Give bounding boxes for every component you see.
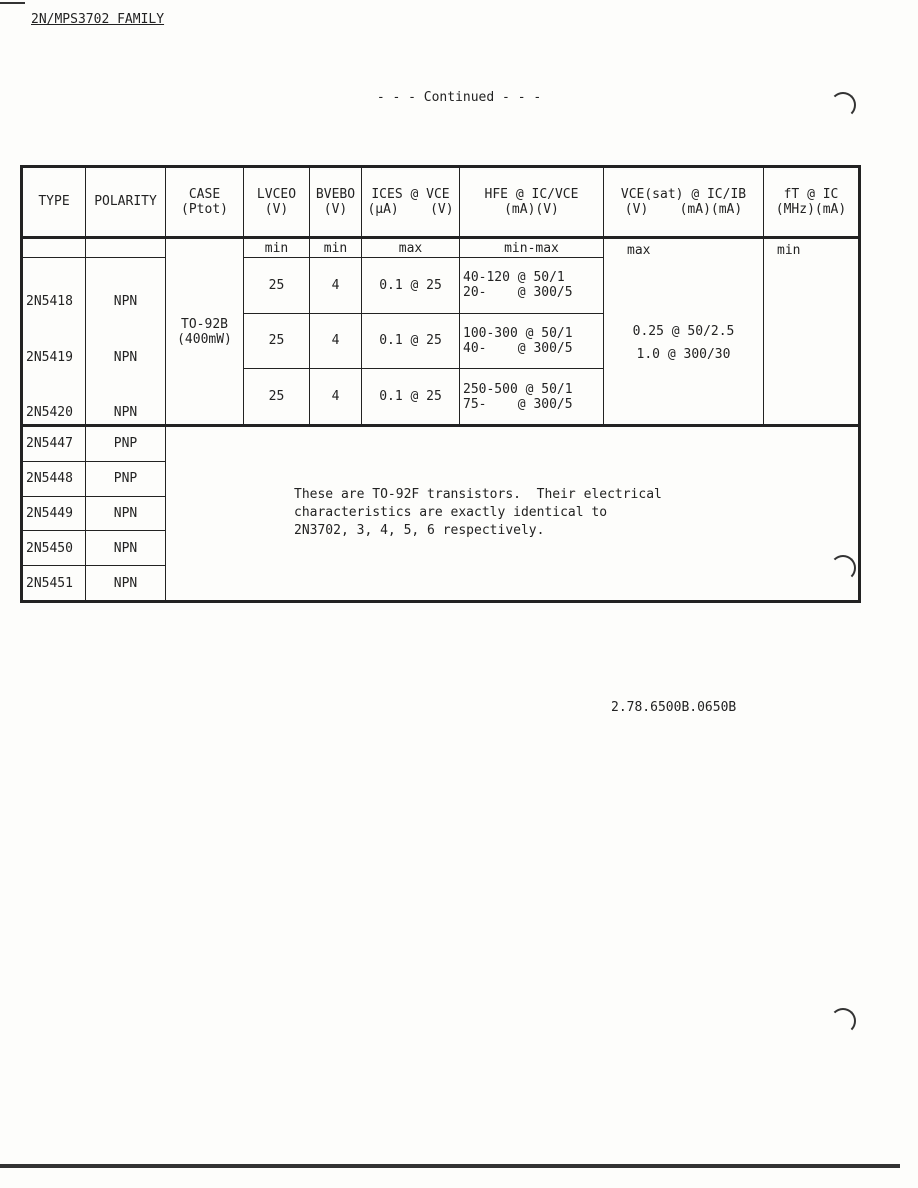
- polarity-cell: NPN: [86, 531, 166, 566]
- col-ft: fT @ IC (MHz)(mA): [764, 167, 860, 238]
- polarity-cell: NPN: [86, 258, 166, 314]
- polarity-cell: PNP: [86, 425, 166, 461]
- case-power: (400mW): [177, 332, 232, 348]
- bvebo-cell: 4: [310, 313, 362, 368]
- polarity-cell: NPN: [86, 313, 166, 368]
- type-cell: 2N5450: [22, 531, 86, 566]
- hfe-line-1: 100-300 @ 50/1: [463, 325, 573, 341]
- case-value: TO-92B: [181, 317, 228, 333]
- polarity-cell: NPN: [86, 566, 166, 602]
- lvceo-cell: 25: [244, 313, 310, 368]
- type-cell: 2N5448: [22, 461, 86, 496]
- note-line: characteristics are exactly identical to: [294, 505, 608, 521]
- type-cell: 2N5420: [22, 369, 86, 426]
- table-row: [22, 425, 860, 461]
- lvceo-unit: min: [244, 237, 310, 257]
- ices-cell: 0.1 @ 25: [362, 369, 460, 426]
- vcesat-unit: max: [627, 242, 651, 258]
- bvebo-cell: 4: [310, 369, 362, 426]
- ices-cell: 0.1 @ 25: [362, 313, 460, 368]
- note-line: These are TO-92F transistors. Their electrical: [294, 487, 662, 503]
- type-cell: 2N5447: [22, 425, 86, 461]
- col-vcesat: VCE(sat) @ IC/IB (V) (mA)(mA): [604, 167, 764, 238]
- vcesat-value-2: 1.0 @ 300/30: [636, 346, 731, 362]
- spec-table: [20, 165, 858, 603]
- polarity-spacer: [86, 237, 166, 257]
- hfe-unit: min-max: [460, 237, 604, 257]
- punch-hole-icon: [830, 92, 856, 118]
- col-bvebo: BVEBO (V): [310, 167, 362, 238]
- header-row: [22, 167, 860, 238]
- ft-cell: [764, 237, 860, 425]
- type-cell: 2N5418: [22, 258, 86, 314]
- polarity-cell: NPN: [86, 369, 166, 426]
- vcesat-value-1: 0.25 @ 50/2.5: [632, 323, 735, 339]
- units-row: [22, 237, 860, 257]
- hfe-cell: [460, 369, 604, 426]
- hfe-line-2: 40- @ 300/5: [463, 340, 573, 356]
- type-cell: 2N5419: [22, 313, 86, 368]
- polarity-cell: PNP: [86, 461, 166, 496]
- type-cell: 2N5451: [22, 566, 86, 602]
- note-cell: [166, 425, 860, 601]
- hfe-line-1: 250-500 @ 50/1: [463, 381, 573, 397]
- vcesat-cell: [604, 237, 764, 425]
- col-ices: ICES @ VCE (μA) (V): [362, 167, 460, 238]
- document-code: 2.78.6500B.0650B: [611, 700, 737, 715]
- top-edge-line: [0, 2, 25, 4]
- type-spacer: [22, 237, 86, 257]
- continued-label: - - - Continued - - -: [376, 90, 542, 105]
- note-line: 2N3702, 3, 4, 5, 6 respectively.: [294, 523, 545, 539]
- hfe-cell: [460, 258, 604, 314]
- col-type: TYPE: [22, 167, 86, 238]
- hfe-line-2: 20- @ 300/5: [463, 285, 573, 301]
- bottom-edge-line: [0, 1164, 900, 1168]
- col-polarity: POLARITY: [86, 167, 166, 238]
- hfe-cell: [460, 313, 604, 368]
- punch-hole-icon: [830, 1008, 856, 1034]
- col-hfe: HFE @ IC/VCE (mA)(V): [460, 167, 604, 238]
- bvebo-cell: 4: [310, 258, 362, 314]
- hfe-line-2: 75- @ 300/5: [463, 396, 573, 412]
- col-case: CASE (Ptot): [166, 167, 244, 238]
- type-cell: 2N5449: [22, 496, 86, 531]
- lvceo-cell: 25: [244, 258, 310, 314]
- lvceo-cell: 25: [244, 369, 310, 426]
- col-lvceo: LVCEO (V): [244, 167, 310, 238]
- ft-unit: min: [777, 242, 801, 258]
- hfe-line-1: 40-120 @ 50/1: [463, 270, 565, 286]
- ices-cell: 0.1 @ 25: [362, 258, 460, 314]
- page-header: 2N/MPS3702 FAMILY: [31, 12, 165, 27]
- ices-unit: max: [362, 237, 460, 257]
- bvebo-unit: min: [310, 237, 362, 257]
- case-cell: [166, 237, 244, 425]
- polarity-cell: NPN: [86, 496, 166, 531]
